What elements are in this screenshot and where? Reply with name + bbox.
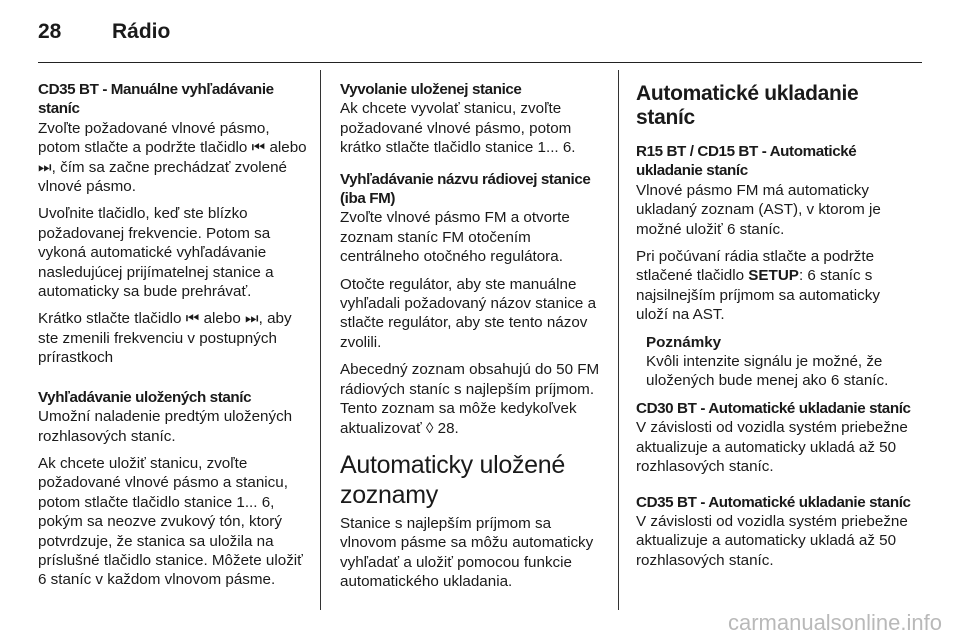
note-title: Poznámky <box>646 333 722 351</box>
auto-store-title: Automatické ukladanie staníc <box>636 82 859 129</box>
chapter-title: Rádio <box>112 20 171 43</box>
stored-search-text-1: Umožní naladenie predtým uložených rozhlasových staníc. <box>38 408 293 445</box>
auto-lists-title: Automaticky uložené zoznamy <box>340 450 565 509</box>
cd30-text: V závislosti od vozidla systém priebežne aktualizuje a automaticky ukladá až 50 rozhlasových staníc. <box>636 419 908 476</box>
column-2 <box>340 80 610 600</box>
page-header <box>38 14 170 50</box>
cd30-heading: CD30 BT - Automatické ukladanie staníc <box>636 399 911 417</box>
cd35-text: V závislosti od vozidla systém priebežne aktualizuje a automaticky ukladá až 50 rozhlasových staníc. <box>636 512 908 569</box>
page-number: 28 <box>38 20 62 43</box>
note-box <box>636 333 914 391</box>
manual-search-text-3: Krátko stlačte tlačidlo ⏮ alebo ⏭, aby ste zmenili frekvenciu v postupných prírastkoch <box>38 310 292 367</box>
manual-search-text-1: Zvoľte požadované vlnové pásmo, potom stlačte a podržte tlačidlo ⏮ alebo ⏭, čím sa začne prechádzať zvolené vlnové pásmo. <box>38 119 307 196</box>
column-1 <box>38 80 308 598</box>
column-divider-1 <box>320 70 321 610</box>
cd35-heading: CD35 BT - Automatické ukladanie staníc <box>636 493 911 511</box>
setup-key: SETUP <box>748 267 799 285</box>
recall-heading: Vyvolanie uloženej stanice <box>340 81 522 98</box>
watermark: carmanualsonline.info <box>727 610 942 635</box>
note-text: Kvôli intenzite signálu je možné, že uložených bude menej ako 6 staníc. <box>646 353 889 390</box>
auto-lists-text: Stanice s najlepším príjmom sa vlnovom pásme sa môžu automaticky vyhľadať a uložiť pomocou funkcie automatického ukladania. <box>340 514 594 591</box>
column-3 <box>636 80 914 578</box>
name-search-text-3: Abecedný zoznam obsahujú do 50 FM rádiových staníc s najlepším príjmom. Tento zoznam sa môže kedykoľvek aktualizovať ◊ 28. <box>340 361 600 437</box>
name-search-heading: Vyhľadávanie názvu rádiovej stanice (iba FM) <box>340 170 591 208</box>
header-rule <box>38 62 922 63</box>
column-divider-2 <box>618 70 619 610</box>
stored-search-heading: Vyhľadávanie uložených staníc <box>38 388 252 406</box>
name-search-text-1: Zvoľte vlnové pásmo FM a otvorte zoznam staníc FM otočením centrálneho otočného regulátora. <box>340 209 570 266</box>
r15-heading: R15 BT / CD15 BT - Automatické ukladanie staníc <box>636 143 857 180</box>
name-search-text-2: Otočte regulátor, aby ste manuálne vyhľadali požadovaný názov stanice a stlačte regulátor, aby ste tento názov zvolili. <box>340 275 597 351</box>
stored-search-text-2: Ak chcete uložiť stanicu, zvoľte požadované vlnové pásmo a stanicu, potom stlačte tlačidlo stanice 1... 6, pokým sa neozve zvukový tón, ktorý potvrdzuje, že stanica sa uložila na príslušné tlačidlo stanice. Môžete uložiť 6 staníc v každom vlnovom pásme. <box>38 454 303 589</box>
manual-search-text-2: Uvoľnite tlačidlo, keď ste blízko požadovanej frekvencie. Potom sa vykoná automatické vyhľadávanie nasledujúcej prijímatelnej stanice a automaticky sa bude prehrávať. <box>38 205 274 301</box>
manual-search-heading: CD35 BT - Manuálne vyhľadávanie staníc <box>38 81 274 118</box>
recall-text: Ak chcete vyvolať stanicu, zvoľte požadované vlnové pásmo, potom krátko stlačte tlačidlo stanice 1... 6. <box>340 100 576 157</box>
r15-text-2: Pri počúvaní rádia stlačte a podržte stlačené tlačidlo SETUP: 6 staníc s najsilnejším príjmom sa automaticky uloží na AST. <box>636 248 880 324</box>
r15-text-1: Vlnové pásmo FM má automaticky ukladaný zoznam (AST), v ktorom je možné uložiť 6 staníc. <box>636 181 881 238</box>
